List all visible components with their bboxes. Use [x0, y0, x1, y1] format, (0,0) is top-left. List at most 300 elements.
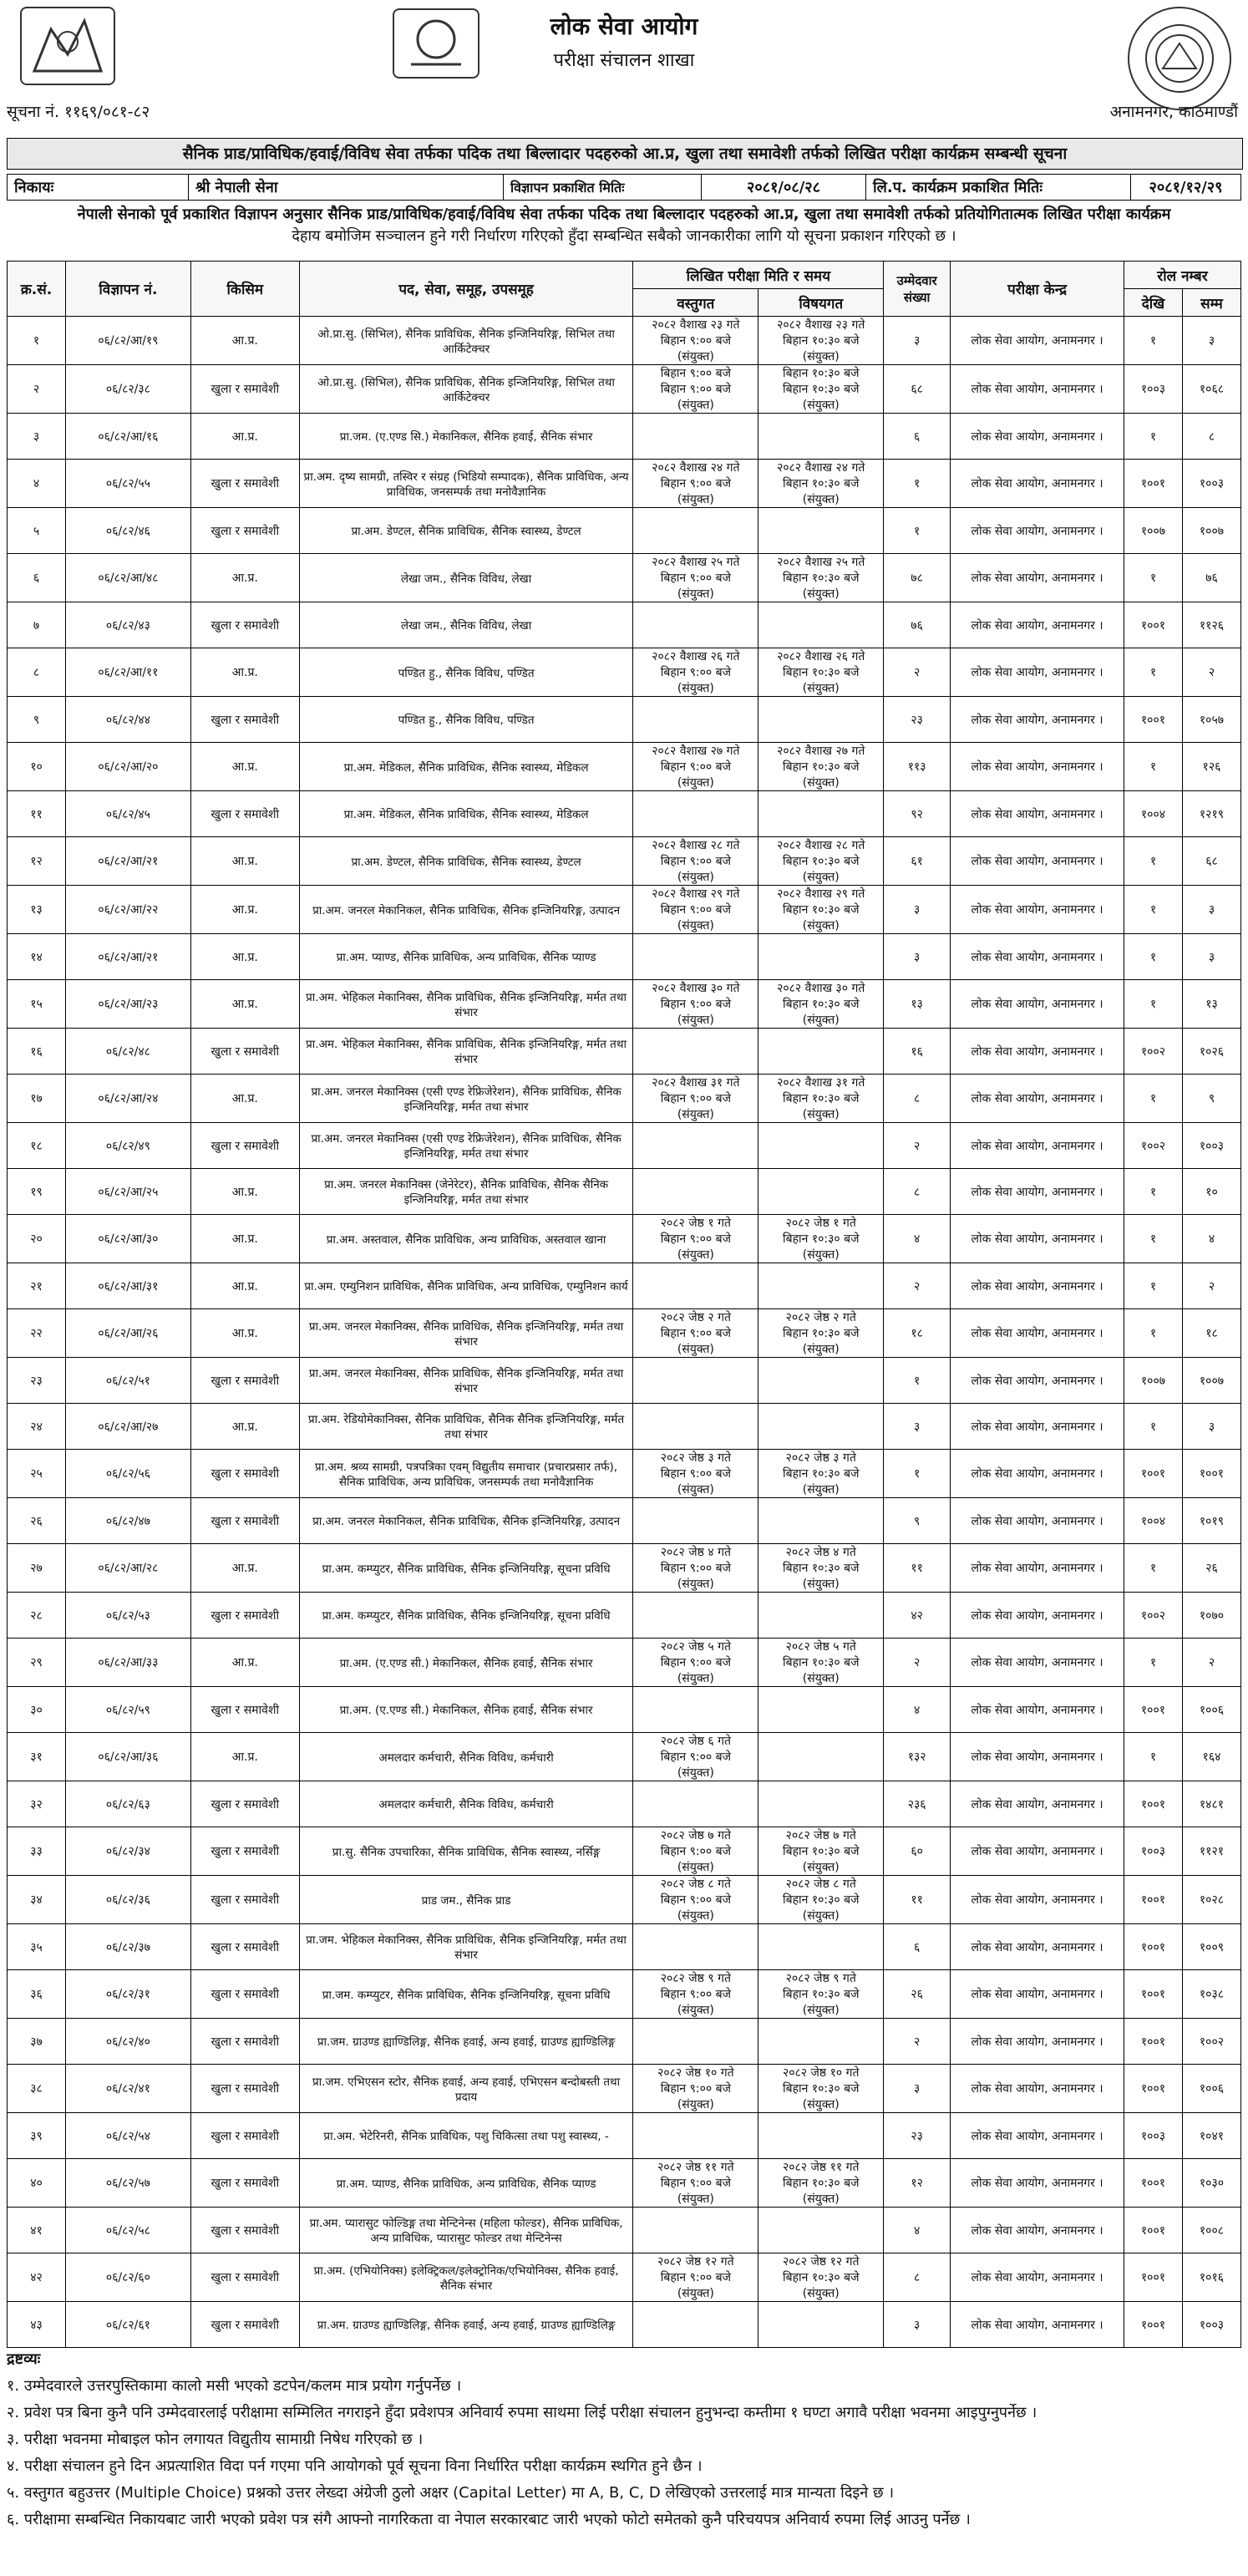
- col-candidates: उम्मेदवार संख्या: [884, 262, 951, 317]
- col-post: पद, सेवा, समूह, उपसमूह: [299, 262, 633, 317]
- exam-mode: (संयुक्त): [677, 1483, 714, 1496]
- cell-subjective: २०८२ जेष्ठ १० गते बिहान १०:३० बजे (संयुक्त): [758, 2065, 884, 2113]
- cell-candidates: २६: [884, 1970, 951, 2019]
- cell-type: खुला र समावेशी: [190, 2208, 299, 2253]
- cell-center: लोक सेवा आयोग, अनामनगर ।: [951, 2065, 1124, 2113]
- cell-post: लेखा जम., सैनिक विविध, लेखा: [299, 554, 633, 602]
- exam-mode: (संयुक्त): [677, 776, 714, 790]
- cell-sn: ८: [8, 648, 66, 697]
- exam-time: बिहान १०:३० बजे: [782, 760, 860, 774]
- cell-roll-to: १००३: [1182, 1123, 1240, 1169]
- exam-time: बिहान १०:३० बजे: [782, 1988, 860, 2001]
- cell-roll-to: १२१९: [1182, 791, 1240, 837]
- cell-center: लोक सेवा आयोग, अनामनगर ।: [951, 980, 1124, 1029]
- exam-time: बिहान १०:३० बजे: [782, 903, 860, 917]
- cell-sn: १७: [8, 1075, 66, 1123]
- cell-candidates: २: [884, 1263, 951, 1309]
- cell-adv: ०६/८२/३१: [65, 1970, 190, 2019]
- cell-center: लोक सेवा आयोग, अनामनगर ।: [951, 1924, 1124, 1970]
- cell-center: लोक सेवा आयोग, अनामनगर ।: [951, 317, 1124, 365]
- cell-objective: [633, 414, 758, 460]
- exam-time: बिहान १०:३० बजे: [782, 2082, 860, 2096]
- cell-candidates: ११: [884, 1876, 951, 1924]
- cell-objective: [633, 1029, 758, 1075]
- cell-center: लोक सेवा आयोग, अनामनगर ।: [951, 602, 1124, 648]
- cell-sn: १४: [8, 934, 66, 980]
- cell-type: खुला र समावेशी: [190, 1924, 299, 1970]
- intro-line-1: नेपाली सेनाको पूर्व प्रकाशित विज्ञापन अनुसार सैनिक प्राड/प्राविधिक/हवाई/विविध सेवा तर्फका पदिक तथा बिल्लादार पदहरुको आ.प्र, खुला तथा समावेशी तर्फको प्रतियोगितात्मक लिखित परीक्षा कार्यक्रम: [77, 206, 1171, 223]
- cell-sn: १८: [8, 1123, 66, 1169]
- cell-roll-from: १: [1124, 414, 1182, 460]
- cell-roll-to: १००६: [1182, 2065, 1240, 2113]
- cell-center: लोक सेवा आयोग, अनामनगर ।: [951, 1498, 1124, 1544]
- notice-number: सूचना नं. ११६९/०८१-८२: [7, 103, 150, 121]
- cell-subjective: [758, 1733, 884, 1781]
- cell-type: खुला र समावेशी: [190, 1450, 299, 1498]
- cell-roll-to: १००७: [1182, 1358, 1240, 1404]
- table-row: [8, 414, 1241, 460]
- cell-objective: [633, 1593, 758, 1639]
- col-roll-to: सम्म: [1182, 289, 1240, 317]
- cell-subjective: [758, 1593, 884, 1639]
- cell-adv: ०६/८२/आ/३१: [65, 1263, 190, 1309]
- cell-roll-to: १००८: [1182, 2208, 1240, 2253]
- cell-sn: ६: [8, 554, 66, 602]
- table-row: [8, 1075, 1241, 1123]
- cell-roll-from: १: [1124, 1544, 1182, 1593]
- exam-mode: (संयुक्त): [677, 2098, 714, 2111]
- cell-objective: २०८२ जेष्ठ १० गते बिहान ९:०० बजे (संयुक्त): [633, 2065, 758, 2113]
- cell-sn: ५: [8, 508, 66, 554]
- table-row: [8, 648, 1241, 697]
- exam-mode: (संयुक्त): [677, 1108, 714, 1121]
- cell-roll-from: १००१: [1124, 1450, 1182, 1498]
- cell-candidates: १६: [884, 1029, 951, 1075]
- cell-roll-to: १०५७: [1182, 697, 1240, 743]
- cell-objective: २०८२ वैशाख ३० गते बिहान ९:०० बजे (संयुक्त): [633, 980, 758, 1029]
- exam-time: बिहान ९:०० बजे: [660, 2177, 731, 2190]
- col-type: किसिम: [190, 262, 299, 317]
- org-name: लोक सेवा आयोग: [550, 13, 698, 40]
- exam-time: बिहान १०:३० बजे: [782, 1232, 860, 1246]
- cell-roll-to: २: [1182, 1263, 1240, 1309]
- cell-candidates: १३: [884, 980, 951, 1029]
- cell-subjective: [758, 602, 884, 648]
- cell-type: खुला र समावेशी: [190, 1593, 299, 1639]
- exam-mode: (संयुक्त): [802, 682, 840, 695]
- cell-adv: ०६/८२/आ/२५: [65, 1169, 190, 1215]
- exam-time: बिहान १०:३० बजे: [782, 666, 860, 679]
- cell-type: खुला र समावेशी: [190, 602, 299, 648]
- table-row: [8, 602, 1241, 648]
- cell-roll-to: १००७: [1182, 508, 1240, 554]
- cell-adv: ०६/८२/३७: [65, 1924, 190, 1970]
- cell-candidates: २३६: [884, 1781, 951, 1827]
- cell-candidates: ७८: [884, 554, 951, 602]
- exam-time: बिहान १०:३० बजे: [782, 1327, 860, 1340]
- table-row: [8, 1970, 1241, 2019]
- cell-post: प्रा.अम. अस्तवाल, सैनिक प्राविधिक, अन्य प्राविधिक, अस्तवाल खाना: [299, 1215, 633, 1263]
- cell-adv: ०६/८२/५१: [65, 1358, 190, 1404]
- cell-subjective: [758, 1263, 884, 1309]
- cell-subjective: २०८२ वैशाख २९ गते बिहान १०:३० बजे (संयुक्त): [758, 886, 884, 934]
- exam-time: बिहान ९:०० बजे: [660, 855, 731, 868]
- cell-objective: [633, 1358, 758, 1404]
- cell-roll-from: १: [1124, 1169, 1182, 1215]
- cell-roll-to: १००९: [1182, 1924, 1240, 1970]
- exam-mode: (संयुक्त): [802, 1578, 840, 1591]
- cell-objective: [633, 1404, 758, 1450]
- notice-header: [0, 0, 1248, 134]
- cell-type: खुला र समावेशी: [190, 1498, 299, 1544]
- table-row: [8, 1733, 1241, 1781]
- cell-adv: ०६/८२/आ/२१: [65, 837, 190, 886]
- cell-post: प्रा.अम. जनरल मेकानिक्स, सैनिक प्राविधिक, सैनिक इन्जिनियरिङ्ग, मर्मत तथा संभार: [299, 1358, 633, 1404]
- cell-adv: ०६/८२/५६: [65, 1450, 190, 1498]
- vigyapan-label: विज्ञापन प्रकाशित मितिः: [504, 175, 702, 201]
- notes-title: द्रष्टव्यः: [7, 2350, 41, 2368]
- exam-schedule-table: [7, 261, 1241, 2348]
- cell-candidates: ४: [884, 2208, 951, 2253]
- cell-sn: १९: [8, 1169, 66, 1215]
- cell-roll-from: १००१: [1124, 697, 1182, 743]
- cell-roll-to: ४: [1182, 1215, 1240, 1263]
- cell-subjective: २०८२ जेष्ठ २ गते बिहान १०:३० बजे (संयुक्त): [758, 1309, 884, 1358]
- cell-post: प्रा.अम. एम्युनिशन प्राविधिक, सैनिक प्राविधिक, अन्य प्राविधिक, एम्युनिशन कार्य: [299, 1263, 633, 1309]
- cell-roll-from: १: [1124, 934, 1182, 980]
- cell-center: लोक सेवा आयोग, अनामनगर ।: [951, 1733, 1124, 1781]
- cell-adv: ०६/८२/४१: [65, 2065, 190, 2113]
- cell-sn: २६: [8, 1498, 66, 1544]
- cell-candidates: २: [884, 1123, 951, 1169]
- cell-post: प्रा.अम. कम्प्युटर, सैनिक प्राविधिक, सैनिक इन्जिनियरिङ्ग, सूचना प्रविधि: [299, 1544, 633, 1593]
- note-item: ६. परीक्षामा सम्बन्धित निकायबाट जारी भएको प्रवेश पत्र संगै आफ्नो नागरिकता वा नेपाल सरकारबाट जारी भएको फोटो समेतको कुनै परिचयपत्र अनिवार्य रुपमा लिई आउनु पर्नेछ ।: [7, 2511, 971, 2528]
- cell-center: लोक सेवा आयोग, अनामनगर ।: [951, 791, 1124, 837]
- cell-post: प्रा.जम. (ए.एण्ड सि.) मेकानिकल, सैनिक हवाई, सैनिक संभार: [299, 414, 633, 460]
- cell-objective: २०८२ जेष्ठ १२ गते बिहान ९:०० बजे (संयुक्त): [633, 2253, 758, 2302]
- cell-candidates: ६८: [884, 365, 951, 414]
- cell-sn: ३४: [8, 1876, 66, 1924]
- cell-candidates: ७६: [884, 602, 951, 648]
- cell-type: आ.प्र.: [190, 1309, 299, 1358]
- cell-roll-from: १००२: [1124, 1123, 1182, 1169]
- cell-subjective: [758, 1404, 884, 1450]
- exam-mode: (संयुक्त): [677, 587, 714, 601]
- cell-objective: [633, 934, 758, 980]
- cell-sn: ३९: [8, 2113, 66, 2159]
- cell-objective: बिहान ९:०० बजे बिहान ९:०० बजे (संयुक्त): [633, 365, 758, 414]
- cell-roll-to: १४८१: [1182, 1781, 1240, 1827]
- cell-post: प्रा.अम. भेटेरिनरी, सैनिक प्राविधिक, पशु चिकित्सा तथा पशु स्वास्थ्य, -: [299, 2113, 633, 2159]
- cell-adv: ०६/८२/४९: [65, 1123, 190, 1169]
- cell-objective: २०८२ जेष्ठ ९ गते बिहान ९:०० बजे (संयुक्त): [633, 1970, 758, 2019]
- cell-candidates: ४: [884, 1215, 951, 1263]
- col-adv: विज्ञापन नं.: [65, 262, 190, 317]
- cell-roll-to: ८: [1182, 414, 1240, 460]
- cell-post: प्रा.अम. भेहिकल मेकानिक्स, सैनिक प्राविधिक, सैनिक इन्जिनियरिङ्ग, मर्मत तथा संभार: [299, 980, 633, 1029]
- cell-objective: २०८२ जेष्ठ ६ गते बिहान ९:०० बजे (संयुक्त): [633, 1733, 758, 1781]
- cell-subjective: [758, 2302, 884, 2348]
- cell-roll-from: १: [1124, 1075, 1182, 1123]
- cell-post: प्रा.अम. प्याण्ड, सैनिक प्राविधिक, अन्य प्राविधिक, सैनिक प्याण्ड: [299, 2159, 633, 2208]
- cell-center: लोक सेवा आयोग, अनामनगर ।: [951, 1075, 1124, 1123]
- table-row: [8, 934, 1241, 980]
- cell-post: ओ.प्रा.सु. (सिभिल), सैनिक प्राविधिक, सैनिक इन्जिनियरिङ्ग, सिभिल तथा आर्किटेक्चर: [299, 365, 633, 414]
- cell-roll-to: १३: [1182, 980, 1240, 1029]
- cell-type: आ.प्र.: [190, 1733, 299, 1781]
- cell-sn: ३२: [8, 1781, 66, 1827]
- cell-sn: १५: [8, 980, 66, 1029]
- cell-roll-to: १०२८: [1182, 1876, 1240, 1924]
- cell-objective: २०८२ जेष्ठ ४ गते बिहान ९:०० बजे (संयुक्त): [633, 1544, 758, 1593]
- table-row: [8, 1309, 1241, 1358]
- cell-candidates: ६०: [884, 1827, 951, 1876]
- cell-roll-to: ३: [1182, 886, 1240, 934]
- cell-objective: २०८२ जेष्ठ ११ गते बिहान ९:०० बजे (संयुक्त): [633, 2159, 758, 2208]
- cell-candidates: ११: [884, 1544, 951, 1593]
- table-row: [8, 1450, 1241, 1498]
- cell-type: खुला र समावेशी: [190, 791, 299, 837]
- cell-sn: ३१: [8, 1733, 66, 1781]
- note-item: २. प्रवेश पत्र बिना कुनै पनि उम्मेदवारलाई परीक्षामा सम्मिलित नगराइने हुँदा प्रवेशपत्र अनिवार्य रुपमा साथमा लिई परीक्षा संचालन हुनुभन्दा कम्तीमा १ घण्टा अगावै परीक्षा भवनमा आइपुग्नुपर्नेछ ।: [7, 2404, 1037, 2421]
- cell-objective: [633, 1924, 758, 1970]
- table-row: [8, 886, 1241, 934]
- cell-subjective: [758, 697, 884, 743]
- cell-subjective: २०८२ वैशाख ३१ गते बिहान १०:३० बजे (संयुक्त): [758, 1075, 884, 1123]
- notes-section: [7, 2346, 1241, 2533]
- cell-type: खुला र समावेशी: [190, 1827, 299, 1876]
- cell-post: प्रा.अम. डेण्टल, सैनिक प्राविधिक, सैनिक स्वास्थ्य, डेण्टल: [299, 837, 633, 886]
- cell-type: आ.प्र.: [190, 837, 299, 886]
- exam-time: बिहान १०:३० बजे: [782, 383, 860, 396]
- cell-objective: २०८२ वैशाख २७ गते बिहान ९:०० बजे (संयुक्त): [633, 743, 758, 791]
- cell-subjective: २०८२ वैशाख २३ गते बिहान १०:३० बजे (संयुक्त): [758, 317, 884, 365]
- cell-adv: ०६/८२/आ/३६: [65, 1733, 190, 1781]
- cell-type: खुला र समावेशी: [190, 2302, 299, 2348]
- cell-objective: २०८२ वैशाख २६ गते बिहान ९:०० बजे (संयुक्त): [633, 648, 758, 697]
- cell-roll-from: १: [1124, 1404, 1182, 1450]
- cell-roll-from: १००१: [1124, 602, 1182, 648]
- exam-mode: (संयुक्त): [802, 1672, 840, 1685]
- cell-objective: [633, 1687, 758, 1733]
- cell-sn: २८: [8, 1593, 66, 1639]
- cell-objective: [633, 1169, 758, 1215]
- table-row: [8, 1498, 1241, 1544]
- cell-candidates: ३: [884, 1404, 951, 1450]
- exam-time: बिहान ९:०० बजे: [660, 477, 731, 490]
- cell-center: लोक सेवा आयोग, अनामनगर ।: [951, 886, 1124, 934]
- cell-post: प्रा.अम. कम्प्युटर, सैनिक प्राविधिक, सैनिक इन्जिनियरिङ्ग, सूचना प्रविधि: [299, 1593, 633, 1639]
- col-exam-group: लिखित परीक्षा मिति र समय: [633, 262, 884, 289]
- cell-center: लोक सेवा आयोग, अनामनगर ।: [951, 1827, 1124, 1876]
- cell-post: प्रा.अम. दृष्य सामग्री, तस्विर र संग्रह (भिडियो सम्पादक), सैनिक प्राविधिक, अन्य प्राविधिक, जनसम्पर्क तथा मनोवैज्ञानिक: [299, 460, 633, 508]
- cell-post: प्रा.अम. रेडियोमेकानिक्स, सैनिक प्राविधिक, सैनिक सैनिक इन्जिनियरिङ्ग, मर्मत तथा संभार: [299, 1404, 633, 1450]
- cell-subjective: [758, 508, 884, 554]
- cell-adv: ०६/८२/आ/२३: [65, 980, 190, 1029]
- cell-subjective: [758, 2019, 884, 2065]
- table-row: [8, 460, 1241, 508]
- office-location: अनामनगर, काठमाण्डौं: [1109, 103, 1238, 121]
- exam-mode: (संयुक्त): [802, 1343, 840, 1356]
- exam-mode: (संयुक्त): [677, 1248, 714, 1262]
- exam-time: बिहान १०:३० बजे: [782, 572, 860, 585]
- cell-roll-from: १००१: [1124, 2302, 1182, 2348]
- cell-roll-to: २: [1182, 1639, 1240, 1687]
- cell-subjective: [758, 1687, 884, 1733]
- cell-center: लोक सेवा आयोग, अनामनगर ।: [951, 414, 1124, 460]
- exam-time: बिहान १०:३० बजे: [782, 1467, 860, 1481]
- cell-adv: ०६/८२/६१: [65, 2302, 190, 2348]
- cell-subjective: [758, 1498, 884, 1544]
- cell-type: खुला र समावेशी: [190, 2113, 299, 2159]
- cell-center: लोक सेवा आयोग, अनामनगर ।: [951, 1781, 1124, 1827]
- cell-center: लोक सेवा आयोग, अनामनगर ।: [951, 1029, 1124, 1075]
- cell-candidates: १: [884, 460, 951, 508]
- cell-sn: १२: [8, 837, 66, 886]
- cell-subjective: [758, 1123, 884, 1169]
- cell-center: लोक सेवा आयोग, अनामनगर ।: [951, 2113, 1124, 2159]
- cell-candidates: ३: [884, 317, 951, 365]
- cell-sn: ९: [8, 697, 66, 743]
- cell-roll-to: ६८: [1182, 837, 1240, 886]
- cell-adv: ०६/८२/आ/२२: [65, 886, 190, 934]
- cell-type: खुला र समावेशी: [190, 508, 299, 554]
- table-row: [8, 1029, 1241, 1075]
- cell-objective: २०८२ जेष्ठ २ गते बिहान ९:०० बजे (संयुक्त): [633, 1309, 758, 1358]
- exam-time: बिहान ९:०० बजे: [660, 334, 731, 348]
- cell-objective: [633, 2113, 758, 2159]
- cell-roll-to: ३: [1182, 1404, 1240, 1450]
- cell-roll-from: १: [1124, 743, 1182, 791]
- niakaya-value: श्री नेपाली सेना: [189, 175, 504, 201]
- cell-subjective: बिहान १०:३० बजे बिहान १०:३० बजे (संयुक्त): [758, 365, 884, 414]
- cell-candidates: १: [884, 508, 951, 554]
- cell-post: प्रा.अम. प्यारासुट फोल्डिङ्ग तथा मेन्टिनेन्स (महिला फोल्डर), सैनिक प्राविधिक, अन्य प्राविधिक, प्यारासुट फोल्डर तथा मेन्टिनेन्स: [299, 2208, 633, 2253]
- cell-subjective: [758, 2113, 884, 2159]
- cell-subjective: २०८२ वैशाख २८ गते बिहान १०:३० बजे (संयुक्त): [758, 837, 884, 886]
- exam-mode: (संयुक्त): [802, 399, 840, 412]
- cell-post: प्रा.जम. एभिएसन स्टोर, सैनिक हवाई, अन्य हवाई, एभिएसन बन्दोबस्ती तथा प्रदाय: [299, 2065, 633, 2113]
- cell-objective: [633, 1781, 758, 1827]
- cell-type: आ.प्र.: [190, 934, 299, 980]
- cell-adv: ०६/८२/आ/२६: [65, 1309, 190, 1358]
- cell-roll-to: १८: [1182, 1309, 1240, 1358]
- cell-sn: २९: [8, 1639, 66, 1687]
- cell-sn: २४: [8, 1404, 66, 1450]
- cell-type: आ.प्र.: [190, 743, 299, 791]
- cell-subjective: २०८२ जेष्ठ ९ गते बिहान १०:३० बजे (संयुक्त): [758, 1970, 884, 2019]
- cell-adv: ०६/८२/५७: [65, 2159, 190, 2208]
- exam-time: बिहान ९:०० बजे: [660, 1988, 731, 2001]
- cell-sn: ७: [8, 602, 66, 648]
- cell-roll-to: १००१: [1182, 1450, 1240, 1498]
- cell-subjective: २०८२ जेष्ठ ४ गते बिहान १०:३० बजे (संयुक्त): [758, 1544, 884, 1593]
- cell-roll-from: १००४: [1124, 791, 1182, 837]
- exam-mode: (संयुक्त): [802, 587, 840, 601]
- cell-objective: [633, 2208, 758, 2253]
- cell-candidates: १: [884, 1358, 951, 1404]
- exam-time: बिहान १०:३० बजे: [782, 1656, 860, 1669]
- table-row: [8, 1215, 1241, 1263]
- cell-post: प्रा.सु. सैनिक उपचारिका, सैनिक प्राविधिक, सैनिक स्वास्थ्य, नर्सिङ्ग: [299, 1827, 633, 1876]
- cell-sn: २: [8, 365, 66, 414]
- cell-roll-to: १०१६: [1182, 2253, 1240, 2302]
- cell-post: प्रा.अम. (ए.एण्ड सी.) मेकानिकल, सैनिक हवाई, सैनिक संभार: [299, 1687, 633, 1733]
- exam-mode: (संयुक्त): [802, 350, 840, 363]
- karyakram-label: लि.प. कार्यक्रम प्रकाशित मितिः: [866, 175, 1131, 201]
- exam-time: बिहान ९:०० बजे: [660, 1845, 731, 1858]
- cell-roll-from: १००७: [1124, 1358, 1182, 1404]
- cell-adv: ०६/८२/६३: [65, 1781, 190, 1827]
- cell-adv: ०६/८२/आ/२०: [65, 743, 190, 791]
- cell-adv: ०६/८२/३६: [65, 1876, 190, 1924]
- cell-center: लोक सेवा आयोग, अनामनगर ।: [951, 508, 1124, 554]
- cell-subjective: २०८२ जेष्ठ १२ गते बिहान १०:३० बजे (संयुक्त): [758, 2253, 884, 2302]
- cell-roll-to: १००२: [1182, 2019, 1240, 2065]
- cell-roll-from: १००१: [1124, 460, 1182, 508]
- cell-center: लोक सेवा आयोग, अनामनगर ।: [951, 1593, 1124, 1639]
- exam-time: बिहान ९:०० बजे: [660, 998, 731, 1011]
- cell-post: प्रा.अम. प्याण्ड, सैनिक प्राविधिक, अन्य प्राविधिक, सैनिक प्याण्ड: [299, 934, 633, 980]
- exam-time: बिहान ९:०० बजे: [660, 1562, 731, 1575]
- cell-center: लोक सेवा आयोग, अनामनगर ।: [951, 460, 1124, 508]
- cell-sn: २१: [8, 1263, 66, 1309]
- exam-time: बिहान १०:३० बजे: [782, 334, 860, 348]
- exam-time: बिहान ९:०० बजे: [660, 1327, 731, 1340]
- exam-mode: (संयुक्त): [802, 1248, 840, 1262]
- table-row: [8, 2208, 1241, 2253]
- cell-type: आ.प्र.: [190, 414, 299, 460]
- cell-type: आ.प्र.: [190, 1404, 299, 1450]
- cell-roll-to: १२६: [1182, 743, 1240, 791]
- cell-center: लोक सेवा आयोग, अनामनगर ।: [951, 554, 1124, 602]
- cell-type: खुला र समावेशी: [190, 1358, 299, 1404]
- cell-candidates: ८: [884, 2253, 951, 2302]
- table-row: [8, 554, 1241, 602]
- cell-sn: २३: [8, 1358, 66, 1404]
- exam-mode: (संयुक्त): [677, 871, 714, 884]
- cell-roll-to: २: [1182, 648, 1240, 697]
- table-row: [8, 1404, 1241, 1450]
- cell-center: लोक सेवा आयोग, अनामनगर ।: [951, 1450, 1124, 1498]
- exam-time: बिहान ९:०० बजे: [660, 383, 731, 396]
- cell-roll-from: १००१: [1124, 1876, 1182, 1924]
- cell-post: प्रा.अम. जनरल मेकानिक्स, सैनिक प्राविधिक, सैनिक इन्जिनियरिङ्ग, मर्मत तथा संभार: [299, 1309, 633, 1358]
- cell-post: प्रा.अम. डेण्टल, सैनिक प्राविधिक, सैनिक स्वास्थ्य, डेण्टल: [299, 508, 633, 554]
- cell-roll-from: १००१: [1124, 2159, 1182, 2208]
- exam-time: बिहान १०:३० बजे: [782, 998, 860, 1011]
- cell-adv: ०६/८२/३४: [65, 1827, 190, 1876]
- cell-post: प्रा.अम. जनरल मेकानिकल, सैनिक प्राविधिक, सैनिक इन्जिनियरिङ्ग, उत्पादन: [299, 1498, 633, 1544]
- exam-time: बिहान १०:३० बजे: [782, 1845, 860, 1858]
- exam-time: बिहान १०:३० बजे: [782, 1092, 860, 1105]
- cell-candidates: ८: [884, 1169, 951, 1215]
- table-row: [8, 980, 1241, 1029]
- cell-objective: [633, 791, 758, 837]
- cell-center: लोक सेवा आयोग, अनामनगर ।: [951, 365, 1124, 414]
- exam-mode: (संयुक्त): [677, 493, 714, 506]
- cell-roll-to: १०३८: [1182, 1970, 1240, 2019]
- cell-roll-from: १००४: [1124, 1498, 1182, 1544]
- cell-subjective: २०८२ वैशाख २६ गते बिहान १०:३० बजे (संयुक्त): [758, 648, 884, 697]
- cell-adv: ०६/८२/६०: [65, 2253, 190, 2302]
- exam-mode: (संयुक्त): [677, 2004, 714, 2017]
- cell-candidates: ६: [884, 1924, 951, 1970]
- cell-adv: ०६/८२/४६: [65, 508, 190, 554]
- cell-center: लोक सेवा आयोग, अनामनगर ।: [951, 2302, 1124, 2348]
- cell-objective: [633, 1123, 758, 1169]
- cell-roll-from: १००२: [1124, 1029, 1182, 1075]
